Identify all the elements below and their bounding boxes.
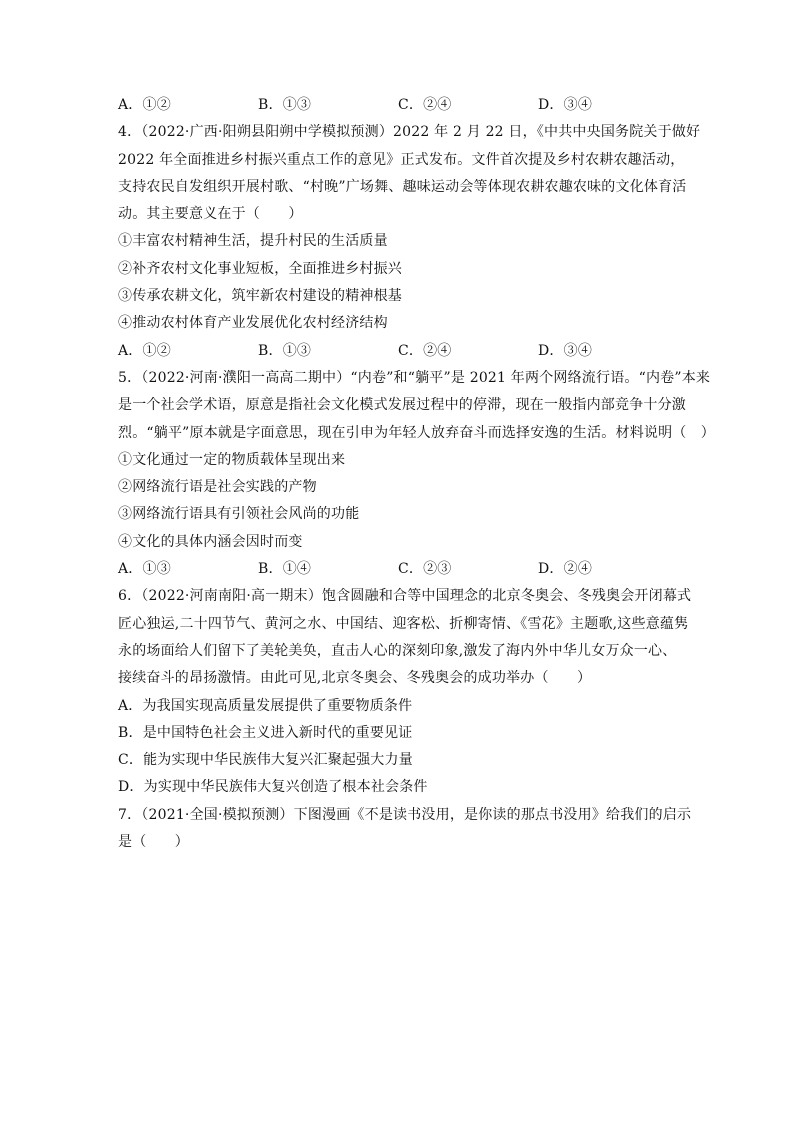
- question-5-statement-3: ③网络流行语具有引领社会风尚的功能: [118, 506, 360, 523]
- option-c[interactable]: C．②④: [398, 97, 452, 113]
- question-5-option-c[interactable]: C．②③: [398, 561, 452, 578]
- question-4-statement-4: ④推动农村体育产业发展优化农村经济结构: [118, 315, 388, 332]
- option-d[interactable]: D．③④: [538, 97, 593, 113]
- question-7-stem-line-1: 7．（2021·全国·模拟预测）下图漫画《不是读书没用，是你读的那点书没用》给我们的启示: [118, 806, 692, 823]
- question-5-statement-2: ②网络流行语是社会实践的产物: [118, 479, 317, 496]
- option-b[interactable]: B．①③: [258, 97, 312, 113]
- question-4: [118, 119, 701, 365]
- question-6-stem-line-1: 6．（2022·河南南阳·高一期末）饱含圆融和合等中国理念的北京冬奥会、冬残奥会开闭幕式: [118, 588, 692, 605]
- question-5-option-d[interactable]: D．②④: [538, 561, 593, 578]
- question-5-options: [118, 556, 680, 583]
- previous-question-options: [118, 92, 680, 119]
- question-4-stem-line-1: 4．（2022·广西·阳朔县阳朔中学模拟预测）2022 年 2 月 22 日，《中共中央国务院关于做好: [118, 124, 701, 141]
- question-6: [118, 583, 692, 801]
- question-7: [118, 802, 692, 857]
- question-4-stem-line-4: 动。其主要意义在于（ ）: [118, 206, 303, 223]
- question-6-stem-line-3: 永的场面给人们留下了美轮美奂，直击人心的深刻印象,激发了海内外中华儿女万众一心、: [118, 642, 677, 659]
- question-5-option-a[interactable]: A．①③: [118, 561, 171, 578]
- question-6-stem-line-2: 匠心独运,二十四节气、黄河之水、中国结、迎客松、折柳寄情、《雪花》主题歌,这些意蕴隽: [118, 615, 689, 632]
- question-4-option-d[interactable]: D．③④: [538, 342, 593, 359]
- question-4-statement-2: ②补齐农村文化事业短板，全面推进乡村振兴: [118, 260, 402, 277]
- question-4-stem-line-3: 支持农民自发组织开展村歌、“村晚”广场舞、趣味运动会等体现农耕农趣农味的文化体育活: [118, 178, 687, 195]
- question-page: [118, 92, 715, 856]
- option-a[interactable]: A．①②: [118, 97, 171, 113]
- question-5: [118, 365, 715, 583]
- question-6-choice-b[interactable]: B．是中国特色社会主义进入新时代的重要见证: [118, 724, 413, 741]
- question-4-statement-3: ③传承农耕文化，筑牢新农村建设的精神根基: [118, 288, 402, 305]
- question-5-statement-4: ④文化的具体内涵会因时而变: [118, 533, 303, 550]
- question-4-stem-line-2: 2022 年全面推进乡村振兴重点工作的意见》正式发布。文件首次提及乡村农耕农趣活动，: [118, 151, 685, 168]
- question-4-option-b[interactable]: B．①③: [258, 342, 312, 359]
- question-4-option-c[interactable]: C．②④: [398, 342, 452, 359]
- question-5-statement-1: ①文化通过一定的物质载体呈现出来: [118, 451, 346, 468]
- question-5-stem-line-1: 5．（2022·河南·濮阳一高高二期中）“内卷”和“躺平”是 2021 年两个网络流行语。“内卷”本来: [118, 369, 711, 386]
- question-7-stem-line-2: 是（ ）: [118, 834, 189, 851]
- question-5-stem-line-2: 是一个社会学术语，原意是指社会文化模式发展过程中的停滞，现在一般指内部竞争十分激: [118, 397, 686, 414]
- question-5-stem-line-3: 烈。“躺平”原本就是字面意思，现在引申为年轻人放弃奋斗而选择安逸的生活。材料说明（ ）: [118, 424, 715, 441]
- question-6-choice-c[interactable]: C．能为实现中华民族伟大复兴汇聚起强大力量: [118, 752, 413, 769]
- question-4-option-a[interactable]: A．①②: [118, 342, 171, 359]
- question-6-choice-d[interactable]: D．为实现中华民族伟大复兴创造了根本社会条件: [118, 779, 428, 796]
- question-5-option-b[interactable]: B．①④: [258, 561, 312, 578]
- question-4-statement-1: ①丰富农村精神生活，提升村民的生活质量: [118, 233, 388, 250]
- question-6-choice-a[interactable]: A．为我国实现高质量发展提供了重要物质条件: [118, 697, 413, 714]
- question-6-stem-line-4: 接续奋斗的昂扬激情。由此可见,北京冬奥会、冬残奥会的成功举办（ ）: [118, 670, 592, 687]
- question-4-options: [118, 338, 680, 365]
